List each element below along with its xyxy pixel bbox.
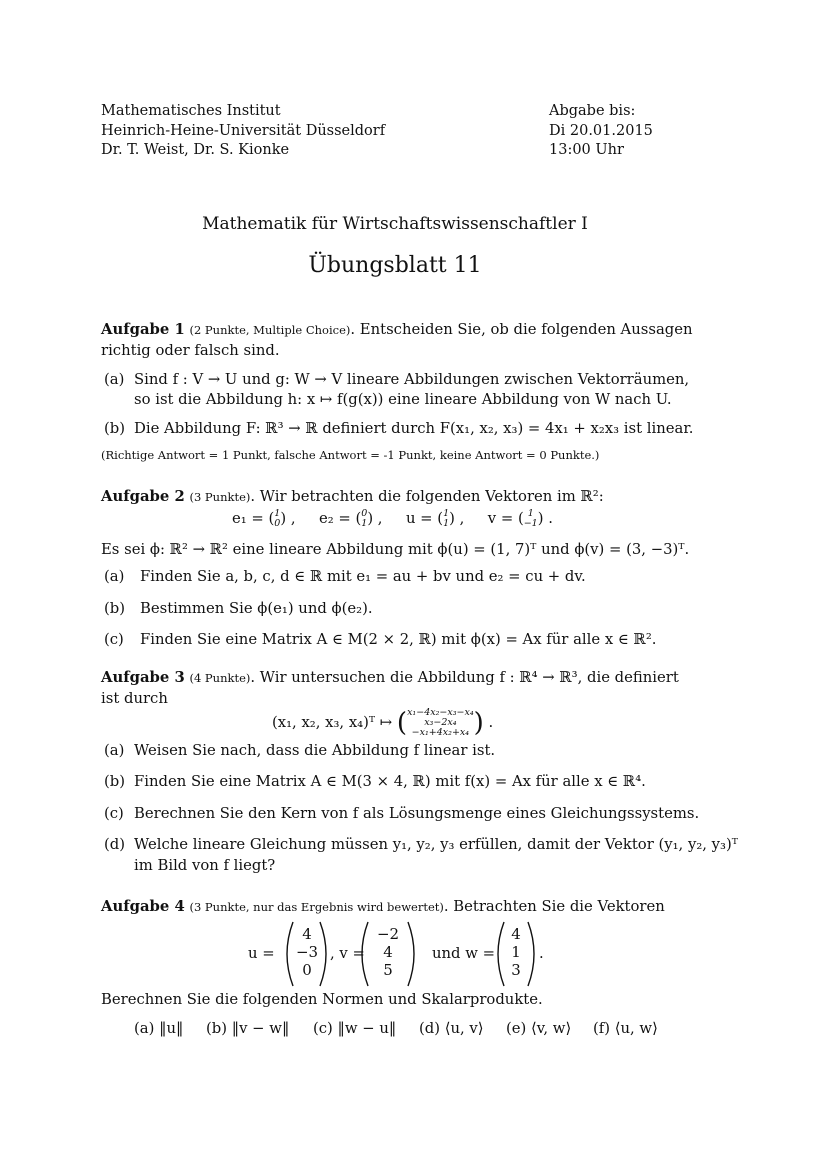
deadline-time: 13:00 Uhr [549, 142, 624, 158]
task4-w-label: und w = [432, 945, 496, 962]
task1-scoring-note: (Richtige Antwort = 1 Punkt, falsche Antwort = -1 Punkt, keine Antwort = 0 Punkte.) [101, 448, 600, 462]
v-vector: 1 −1 [523, 508, 538, 529]
e1-vector: 1 0 [274, 508, 281, 529]
u-label: u = [405, 510, 433, 527]
deadline-date: Di 20.01.2015 [549, 122, 653, 139]
task1-b-line: Die Abbildung F: ℝ³ → ℝ definiert durch F(x₁, x₂, x₃) = 4x₁ + x₂x₃ ist linear. [134, 420, 694, 437]
task3-c-label: (c) [104, 805, 124, 822]
task2-intro-text: . Wir betrachten die folgenden Vektoren im ℝ²: [250, 488, 604, 505]
v-label: v = [487, 510, 514, 527]
task4-item-b: (b) ‖v − w‖ [206, 1020, 290, 1037]
task4-v-vector: −2 4 5 [376, 925, 400, 979]
task3-d-line1: Welche lineare Gleichung müssen y₁, y₂, y₃ erfüllen, damit der Vektor (y₁, y₂, y₃)ᵀ [134, 836, 738, 853]
task4-u-vector: 4 −3 0 [295, 925, 319, 979]
task2-a-text: Finden Sie a, b, c, d ∈ ℝ mit e₁ = au + bv und e₂ = cu + dv. [140, 568, 586, 585]
task2-b-label: (b) [104, 600, 126, 617]
task1-b-label: (b) [104, 420, 126, 437]
course-title: Mathematik für Wirtschaftswissenschaftler I [202, 214, 588, 234]
task2-c-text: Finden Sie eine Matrix A ∈ M(2 × 2, ℝ) mit ϕ(x) = Ax für alle x ∈ ℝ². [140, 631, 657, 648]
institute-name: Mathematisches Institut [101, 103, 281, 119]
task4-w-vector: 4 1 3 [511, 925, 521, 979]
task3-map-vector: x₁−4x₂−x₃−x₄ x₃−2x₄ −x₁+4x₂+x₄ [407, 707, 474, 738]
task1-a-label: (a) [104, 371, 125, 388]
task4-item-e: (e) ⟨v, w⟩ [506, 1020, 572, 1037]
task4-points: (3 Punkte, nur das Ergebnis wird bewertet) [189, 900, 444, 914]
task4-heading: Aufgabe 4 [101, 898, 185, 915]
lecturers: Dr. T. Weist, Dr. S. Kionke [101, 142, 290, 158]
task1-points: (2 Punkte, Multiple Choice) [189, 323, 351, 337]
task4-item-f: (f) ⟨u, w⟩ [593, 1020, 658, 1037]
task3-intro-line2: ist durch [101, 690, 168, 707]
deadline-label: Abgabe bis: [549, 103, 636, 119]
e2-label: e₂ = [318, 510, 351, 527]
task3-b-text: Finden Sie eine Matrix A ∈ M(3 × 4, ℝ) mit f(x) = Ax für alle x ∈ ℝ⁴. [134, 773, 646, 790]
task2-a-label: (a) [104, 568, 125, 585]
task3-c-text: Berechnen Sie den Kern von f als Lösungsmenge eines Gleichungssystems. [134, 805, 700, 822]
task3-mapping: (x₁, x₂, x₃, x₄)ᵀ ↦ ( x₁−4x₂−x₃−x₄ x₃−2x₄ −x₁+4x₂+x₄ ) . [272, 707, 494, 738]
task4-instruction: Berechnen Sie die folgenden Normen und Skalarprodukte. [101, 991, 543, 1008]
task1-a-line2: so ist die Abbildung h: x ↦ f(g(x)) eine lineare Abbildung von W nach U. [134, 391, 672, 408]
task4-end-period: . [539, 945, 544, 962]
task3-heading: Aufgabe 3 [101, 669, 185, 686]
task2-map-definition: Es sei ϕ: ℝ² → ℝ² eine lineare Abbildung mit ϕ(u) = (1, 7)ᵀ und ϕ(v) = (3, −3)ᵀ. [101, 541, 690, 558]
e2-vector: 0 1 [361, 508, 368, 529]
task3-points: (4 Punkte) [189, 671, 251, 685]
university-name: Heinrich-Heine-Universität Düsseldorf [101, 122, 386, 139]
task2-points: (3 Punkte) [189, 490, 251, 504]
task4-intro-text: . Betrachten Sie die Vektoren [443, 898, 665, 915]
task4-item-a: (a) ‖u‖ [134, 1020, 184, 1037]
task3-intro-text: . Wir untersuchen die Abbildung f : ℝ⁴ → ℝ³, die definiert [250, 669, 679, 686]
task2-vectors: e₁ = ( 1 0 ) , e₂ = ( 0 1 ) , u = ( 1 1 ) , v = ( 1 −1 ) . [232, 508, 553, 529]
task2-heading: Aufgabe 2 [101, 488, 185, 505]
task3-b-label: (b) [104, 773, 126, 790]
task1-heading: Aufgabe 1 [101, 321, 185, 338]
task4-u-label: u = [248, 945, 275, 962]
task3-map-left: (x₁, x₂, x₃, x₄)ᵀ ↦ [272, 714, 393, 731]
task4-item-c: (c) ‖w − u‖ [313, 1020, 397, 1037]
task1-a-line1: Sind f : V → U und g: W → V lineare Abbildungen zwischen Vektorräumen, [134, 371, 690, 388]
e1-label: e₁ = [232, 510, 264, 527]
task3-d-label: (d) [104, 836, 126, 853]
task1-intro-text: . Entscheiden Sie, ob die folgenden Aussagen [350, 321, 693, 338]
task2-c-label: (c) [104, 631, 124, 648]
u-vector: 1 1 [443, 508, 450, 529]
task4-item-d: (d) ⟨u, v⟩ [419, 1020, 484, 1037]
task3-a-label: (a) [104, 742, 125, 759]
task3-a-text: Weisen Sie nach, dass die Abbildung f linear ist. [134, 742, 496, 759]
task1-intro-line2: richtig oder falsch sind. [101, 342, 280, 359]
task3-d-line2: im Bild von f liegt? [134, 857, 276, 874]
sheet-title: Übungsblatt 11 [308, 253, 482, 278]
task2-b-text: Bestimmen Sie ϕ(e₁) und ϕ(e₂). [140, 600, 373, 617]
task4-v-label: , v = [330, 945, 365, 962]
